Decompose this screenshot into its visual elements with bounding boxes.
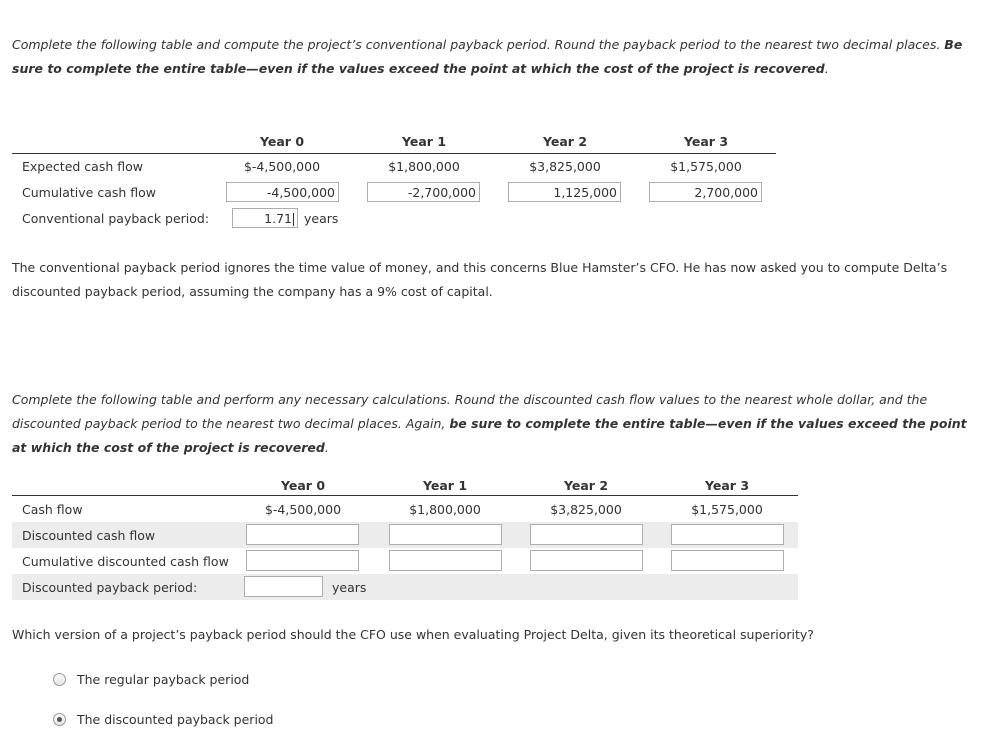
option-regular-payback[interactable] [53,670,453,690]
cf-year2: $3,825,000 [550,502,622,517]
conventional-payback-label: Conventional payback period: [22,211,210,226]
t1-header-year2: Year 2 [542,134,588,149]
cumulative-cash-flow-label: Cumulative cash flow [22,185,157,200]
conventional-payback-input[interactable] [232,208,298,228]
option-regular-label: The regular payback period [77,672,250,687]
expected-cf-year3: $1,575,000 [670,159,742,174]
instruction-1-end: . [824,61,829,76]
payback-table [12,126,776,234]
instruction-1-text: Complete the following table and compute the project’s conventional payback period. Round the payback period to the nearest two decimal places. [12,37,945,52]
radio-discounted-payback[interactable] [53,713,66,726]
option-discounted-label: The discounted payback period [77,712,274,727]
expected-cf-year0: $-4,500,000 [243,159,321,174]
t1-header-rule [12,153,776,154]
cf-year0: $-4,500,000 [264,502,342,517]
t2-header-rule [12,495,798,496]
cumulative-dcf-year0-input[interactable] [246,550,359,571]
option-discounted-payback[interactable] [53,710,453,730]
expected-cf-year2: $3,825,000 [529,159,601,174]
expected-cash-flow-label: Expected cash flow [22,159,143,174]
cash-flow-label: Cash flow [22,502,83,517]
cumulative-discounted-label: Cumulative discounted cash flow [22,554,229,569]
instruction-2-text: Complete the following table and perform any necessary calculations. Round the discounted cash flow values to the nearest whole dollar, and the discounted payback period to the nearest two decimal places. Again, [12,392,928,431]
text-caret [293,213,294,226]
discounted-cf-year2-input[interactable] [530,524,643,545]
t2-header-year1: Year 1 [422,478,468,493]
conventional-payback-unit: years [304,211,339,226]
discounted-payback-unit: years [332,580,367,595]
cumulative-cf-year3-input[interactable] [649,182,762,202]
conventional-payback-value: 1.71 [264,211,292,226]
t2-header-year2: Year 2 [563,478,609,493]
cumulative-cf-year3-value: 2,700,000 [694,185,758,200]
cfo-concern-paragraph: The conventional payback period ignores the time value of money, and this concerns Blue Hamster’s CFO. He has now asked you to compute Delta’s discounted payback period, assuming the company has a 9% cost of capital. [12,260,948,299]
t1-header-year1: Year 1 [401,134,447,149]
cumulative-cf-year2-value: 1,125,000 [553,185,617,200]
cf-year1: $1,800,000 [409,502,481,517]
discounted-cash-flow-label: Discounted cash flow [22,528,156,543]
radio-regular-payback[interactable] [53,673,66,686]
t2-header-year3: Year 3 [704,478,750,493]
expected-cf-year1: $1,800,000 [388,159,460,174]
discounted-cf-year1-input[interactable] [389,524,502,545]
cumulative-cf-year1-value: -2,700,000 [407,185,476,200]
cumulative-dcf-year3-input[interactable] [671,550,784,571]
instruction-1 [12,33,972,81]
t1-header-year3: Year 3 [683,134,729,149]
cumulative-cf-year0-input[interactable] [226,182,339,202]
cumulative-cf-year0-value: -4,500,000 [266,185,335,200]
discounted-cf-year3-input[interactable] [671,524,784,545]
discounted-payback-table [12,470,798,600]
cumulative-cf-year2-input[interactable] [508,182,621,202]
t2-header-year0: Year 0 [280,478,326,493]
t1-header-year0: Year 0 [259,134,305,149]
discounted-payback-input[interactable] [244,576,323,597]
question-text: Which version of a project’s payback period should the CFO use when evaluating Project Delta, given its theoretical superiority? [12,627,814,642]
instruction-2 [12,388,972,460]
discounted-payback-label: Discounted payback period: [22,580,198,595]
instruction-1-bold: Be sure to complete the entire table—even if the values exceed the point at which the cost of the project is recovered [12,37,963,76]
cumulative-dcf-year2-input[interactable] [530,550,643,571]
cumulative-cf-year1-input[interactable] [367,182,480,202]
discounted-cf-year0-input[interactable] [246,524,359,545]
cumulative-dcf-year1-input[interactable] [389,550,502,571]
instruction-2-bold: be sure to complete the entire table—even if the values exceed the point at which the cost of the project is recovered [12,416,967,455]
instruction-2-end: . [324,440,329,455]
cf-year3: $1,575,000 [691,502,763,517]
